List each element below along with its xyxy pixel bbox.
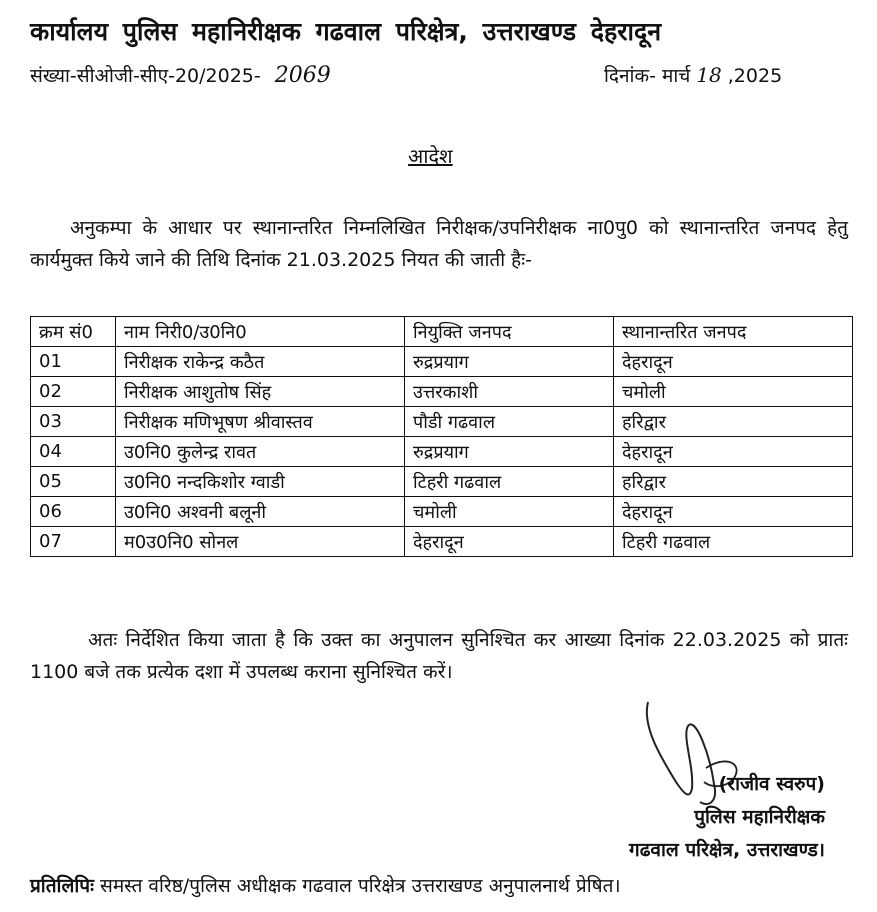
cell-serial: 01	[31, 347, 116, 377]
order-paragraph-2: अतः निर्देशित किया जाता है कि उक्त का अनुपालन सुनिश्चित कर आख्या दिनांक 22.03.2025 को प्रातः 1100 बजे तक प्रत्येक दशा में उपलब्ध कराना सुनिश्चित करें।	[30, 629, 848, 683]
table-row	[31, 497, 853, 527]
cell-name: निरीक्षक आशुतोष सिंह	[116, 377, 405, 407]
order-heading: आदेश	[408, 144, 453, 168]
header-serial: क्रम सं0	[31, 317, 116, 347]
cell-transfer-district: हरिद्वार	[614, 467, 853, 497]
header-posting-district: नियुक्ति जनपद	[405, 317, 614, 347]
cell-name: म0उ0नि0 सोनल	[116, 527, 405, 557]
cell-serial: 03	[31, 407, 116, 437]
cell-serial: 02	[31, 377, 116, 407]
cell-transfer-district: टिहरी गढवाल	[614, 527, 853, 557]
cell-posting-district: देहरादून	[405, 527, 614, 557]
date-day-handwritten: 18	[696, 63, 722, 87]
cell-transfer-district: हरिद्वार	[614, 407, 853, 437]
table-row	[31, 467, 853, 497]
cell-posting-district: रुद्रप्रयाग	[405, 437, 614, 467]
cell-posting-district: उत्तरकाशी	[405, 377, 614, 407]
cell-name: निरीक्षक मणिभूषण श्रीवास्तव	[116, 407, 405, 437]
table-header-row	[31, 317, 853, 347]
cell-serial: 07	[31, 527, 116, 557]
cell-posting-district: पौडी गढवाल	[405, 407, 614, 437]
cell-name: उ0नि0 नन्दकिशोर ग्वाडी	[116, 467, 405, 497]
reference-number-handwritten: 2069	[274, 63, 331, 88]
reference-number-printed: संख्या-सीओजी-सीए-20/2025-	[30, 65, 261, 87]
cell-transfer-district: चमोली	[614, 377, 853, 407]
date-prefix: दिनांक- मार्च	[604, 65, 691, 87]
header-transfer-district: स्थानान्तरित जनपद	[614, 317, 853, 347]
cell-posting-district: टिहरी गढवाल	[405, 467, 614, 497]
copy-text: समस्त वरिष्ठ/पुलिस अधीक्षक गढवाल परिक्षेत्र उत्तराखण्ड अनुपालनार्थ प्रेषित।	[99, 875, 621, 897]
header-name: नाम निरी0/उ0नि0	[116, 317, 405, 347]
copy-line	[30, 872, 621, 898]
cell-transfer-district: देहरादून	[614, 347, 853, 377]
signer-name: (राजीव स्वरुप)	[718, 773, 825, 795]
table-row	[31, 437, 853, 467]
cell-posting-district: चमोली	[405, 497, 614, 527]
cell-name: निरीक्षक राकेन्द्र कठैत	[116, 347, 405, 377]
order-date	[604, 62, 782, 88]
cell-name: उ0नि0 अश्वनी बलूनी	[116, 497, 405, 527]
signer-block	[629, 768, 825, 867]
date-suffix: ,2025	[727, 65, 783, 87]
transfer-table	[30, 316, 853, 557]
table-row	[31, 407, 853, 437]
cell-serial: 06	[31, 497, 116, 527]
order-paragraph-1: अनुकम्पा के आधार पर स्थानान्तरित निम्नलिखित निरीक्षक/उपनिरीक्षक ना0पु0 को स्थानान्तरित जनपद हेतु कार्यमुक्त किये जाने की तिथि दिनांक 21.03.2025 नियत की जाती हैः-	[30, 217, 848, 271]
table-row	[31, 347, 853, 377]
signer-office: गढवाल परिक्षेत्र, उत्तराखण्ड।	[629, 839, 825, 861]
cell-posting-district: रुद्रप्रयाग	[405, 347, 614, 377]
office-title: कार्यालय पुलिस महानिरीक्षक गढवाल परिक्षेत्र, उत्तराखण्ड देहरादून	[30, 17, 662, 46]
table-row	[31, 377, 853, 407]
cell-serial: 04	[31, 437, 116, 467]
cell-name: उ0नि0 कुलेन्द्र रावत	[116, 437, 405, 467]
reference-number	[30, 62, 331, 88]
table-row	[31, 527, 853, 557]
copy-label: प्रतिलिपिः	[30, 875, 94, 897]
cell-serial: 05	[31, 467, 116, 497]
cell-transfer-district: देहरादून	[614, 497, 853, 527]
signer-designation: पुलिस महानिरीक्षक	[694, 806, 825, 828]
cell-transfer-district: देहरादून	[614, 437, 853, 467]
